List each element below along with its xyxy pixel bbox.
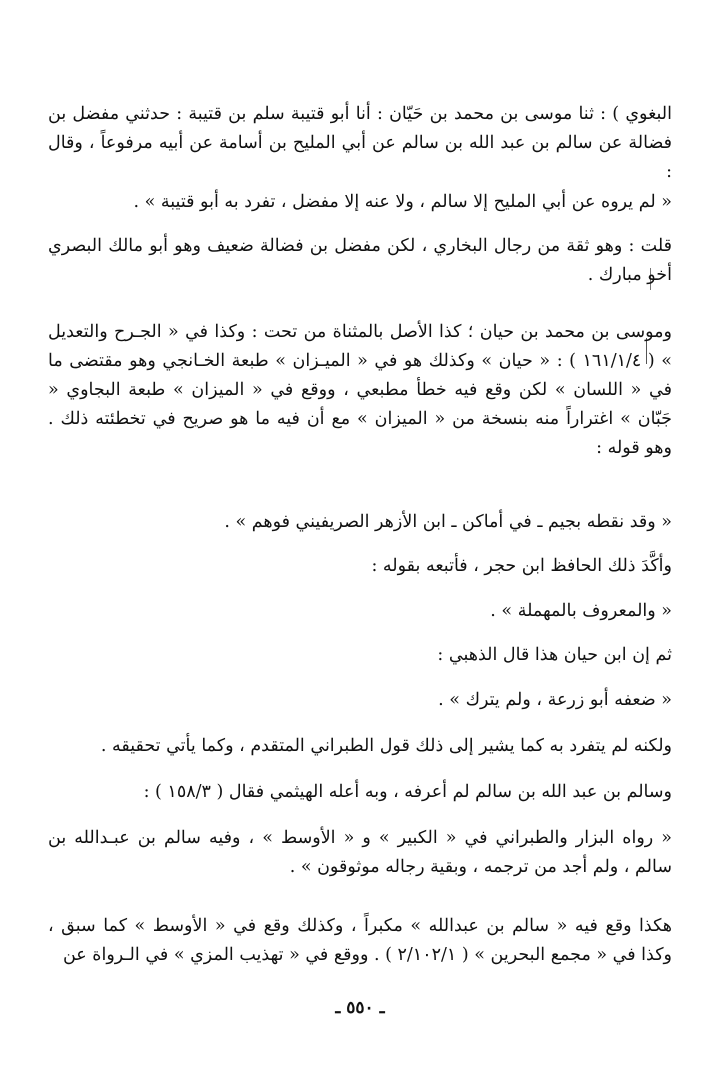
body-paragraph: ولكنه لم يتفرد به كما يشير إلى ذلك قول الطبراني المتقدم ، وكما يأتي تحقيقه . xyxy=(100,736,672,756)
body-paragraph: وأكَّدَ ذلك الحافظ ابن حجر ، فأتبعه بقوله : xyxy=(371,556,672,576)
body-paragraph: البغوي ) : ثنا موسى بن محمد بن حَيّان : أنا أبو قتيبة سلم بن قتيبة : حدثني مفضل بن فضالة عن سالم بن عبد الله بن سالم عن أبي المليح بن أسامة عن أبيه مرفوعاً ، وقال : xyxy=(48,104,672,182)
quotation-paragraph: « ضعفه أبو زرعة ، ولم يترك » . xyxy=(438,690,672,710)
page-number: ـ ٥٥٠ ـ xyxy=(335,998,385,1018)
body-paragraph: وموسى بن محمد بن حيان ؛ كذا الأصل بالمثناة من تحت : وكذا في « الجـرح والتعديل » ( ١٦١/١/٤ ) : « حيان » وكذلك هو في « الميـزان » طبعة الخـانجي وهو مقتضى ما في « اللسان » لكن وقع فيه خطأ مطبعي ، ووقع في « الميزان » طبعة البجاوي « جَبّان » اغتراراً منه بنسخة من « الميزان » مع أن فيه ما هو صريح في تخطئته ذلك . وهو قوله : xyxy=(48,322,672,458)
body-paragraph: هكذا وقع فيه « سالم بن عبدالله » مكبراً ، وكذلك وقع في « الأوسط » كما سبق ، وكذا في « مجمع البحرين » ( ٢/١٠٢/١ ) . ووقع في « تهذيب المزي » في الـرواة عن xyxy=(48,916,672,965)
body-paragraph: ثم إن ابن حيان هذا قال الذهبي : xyxy=(437,645,672,665)
quotation-paragraph: « رواه البزار والطبراني في « الكبير » و « الأوسط » ، وفيه سالم بن عبـدالله بن سالم ، ولم أجد من ترجمه ، وبقية رجاله موثوقون » . xyxy=(48,828,672,877)
quotation-paragraph: « والمعروف بالمهملة » . xyxy=(490,601,672,621)
body-paragraph: قلت : وهو ثقة من رجال البخاري ، لكن مفضل بن فضالة ضعيف وهو أبو مالك البصري أخو مبارك . xyxy=(48,236,672,285)
quotation-paragraph: « وقد نقطه بجيم ـ في أماكن ـ ابن الأزهر الصريفيني فوهم » . xyxy=(224,512,672,532)
body-paragraph: وسالم بن عبد الله بن سالم لم أعرفه ، وبه أعله الهيثمي فقال ( ١٥٨/٣ ) : xyxy=(143,782,672,802)
quotation-paragraph: « لم يروه عن أبي المليح إلا سالم ، ولا عنه إلا مفضل ، تفرد به أبو قتيبة » . xyxy=(133,192,672,212)
